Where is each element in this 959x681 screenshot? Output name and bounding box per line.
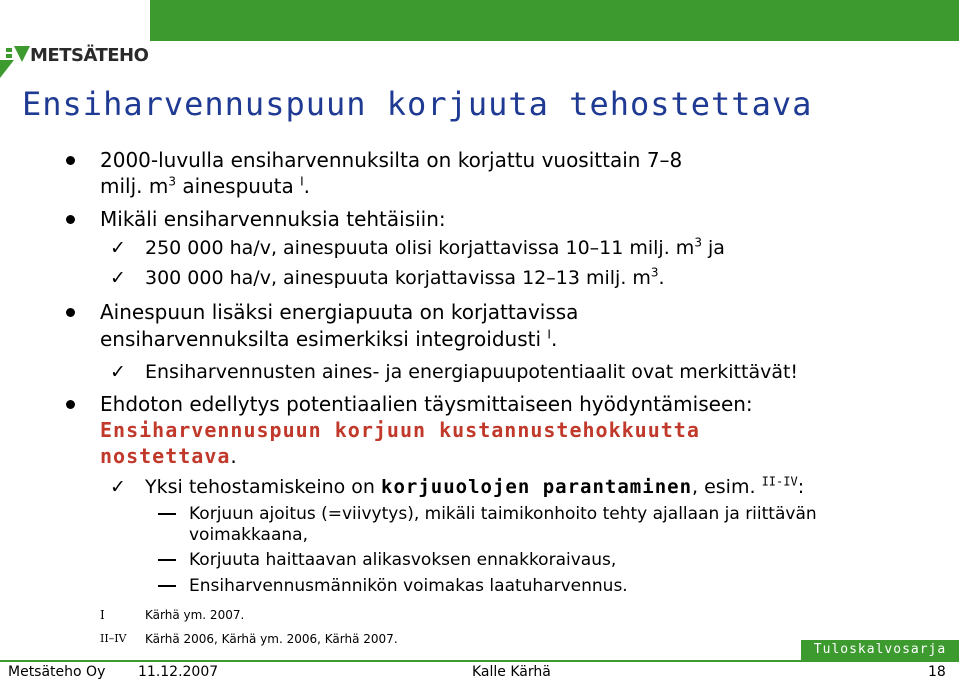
bullet-text: milj. $m^3$ ainespuuta $^I$. bbox=[100, 174, 310, 198]
reference-text: Kärhä ym. 2007. bbox=[145, 608, 245, 622]
reference-mark: I bbox=[547, 327, 551, 342]
detail-text: voimakkaana, bbox=[189, 525, 308, 545]
dash-marker bbox=[158, 513, 176, 515]
sub-bullet-text: Ensiharvennusten aines- ja energiapuupotentiaalit ovat merkittävät! bbox=[145, 361, 799, 383]
detail-text: Korjuuta haittaavan alikasvoksen ennakkoraivaus, bbox=[189, 550, 617, 570]
footer-divider bbox=[0, 660, 959, 662]
checkmark-icon: ✓ bbox=[110, 476, 126, 498]
logo-green-wedge bbox=[0, 60, 14, 78]
bullet-text: ensiharvennuksilta esimerkiksi integroidusti $^I$. bbox=[100, 327, 558, 351]
highlight-text: nostettava. bbox=[100, 444, 237, 468]
detail-text: Ensiharvennusmännikön voimakas laatuharvennus. bbox=[189, 576, 628, 596]
sub-bullet-text: 300 000 ha/v, ainespuuta korjattavissa 12–13 milj. $m^3$. bbox=[145, 265, 665, 289]
bullet-text: 2000-luvulla ensiharvennuksilta on korjattu vuosittain 7–8 bbox=[100, 148, 683, 172]
footer-author: Kalle Kärhä bbox=[472, 664, 551, 680]
checkmark-icon: ✓ bbox=[110, 237, 126, 259]
reference-mark: II-IV bbox=[761, 474, 798, 489]
checkmark-icon: ✓ bbox=[110, 361, 126, 383]
header-green-strip bbox=[148, 31, 959, 41]
page-number: 18 bbox=[928, 664, 946, 680]
bullet-dot bbox=[66, 400, 75, 409]
logo-area bbox=[0, 0, 150, 80]
checkmark-icon: ✓ bbox=[110, 267, 126, 289]
reference-mark: I bbox=[300, 174, 304, 189]
dash-marker bbox=[158, 559, 176, 561]
reference-key: I bbox=[100, 608, 105, 622]
logo-text: METSÄTEHO bbox=[30, 45, 149, 66]
reference-key: II–IV bbox=[100, 632, 127, 645]
sub-bullet-text: Yksi tehostamiskeino on korjuuolojen parantaminen, esim. $^{II-IV}$: bbox=[145, 474, 805, 498]
bullet-text: Ehdoton edellytys potentiaalien täysmittaiseen hyödyntämiseen: bbox=[100, 392, 753, 416]
bullet-dot bbox=[66, 215, 75, 224]
dash-marker bbox=[158, 585, 176, 587]
series-badge: Tuloskalvosarja bbox=[801, 640, 959, 660]
bullet-dot bbox=[66, 156, 75, 165]
highlight-text: Ensiharvennuspuun korjuun kustannustehokkuutta bbox=[100, 418, 700, 442]
detail-text: Korjuun ajoitus (=viivytys), mikäli taimikonhoito tehty ajallaan ja riittävän bbox=[189, 504, 817, 524]
bullet-text: Mikäli ensiharvennuksia tehtäisiin: bbox=[100, 207, 446, 231]
slide-title: Ensiharvennuspuun korjuuta tehostettava bbox=[22, 85, 813, 123]
bullet-text: Ainespuun lisäksi energiapuuta on korjattavissa bbox=[100, 300, 579, 324]
footer-org: Metsäteho Oy bbox=[8, 664, 106, 680]
sub-bullet-text: 250 000 ha/v, ainespuuta olisi korjattavissa 10–11 milj. $m^3$ ja bbox=[145, 235, 725, 259]
reference-text: Kärhä 2006, Kärhä ym. 2006, Kärhä 2007. bbox=[145, 632, 398, 646]
bullet-dot bbox=[66, 308, 75, 317]
footer-date: 11.12.2007 bbox=[138, 664, 219, 680]
